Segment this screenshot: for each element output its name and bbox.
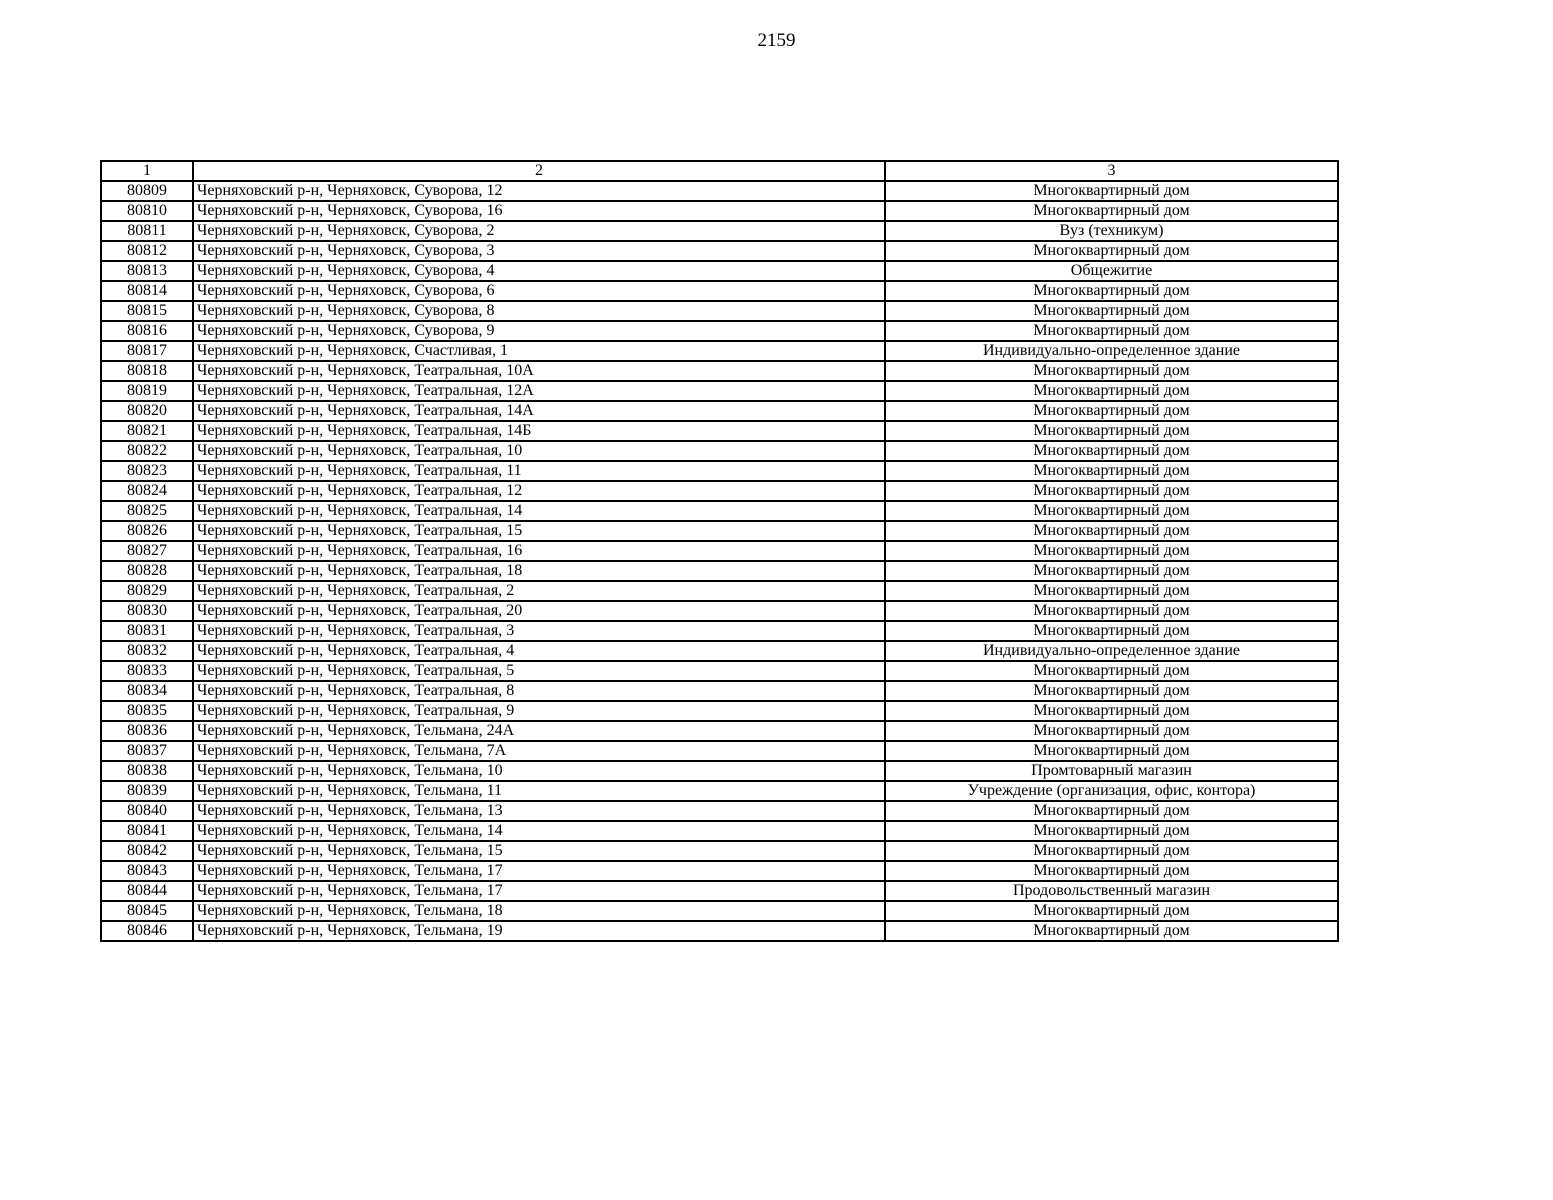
- table-row: [101, 581, 1338, 601]
- cell-address: Черняховский р-н, Черняховск, Суворова, 3: [193, 241, 885, 261]
- cell-address: Черняховский р-н, Черняховск, Театральная, 15: [193, 521, 885, 541]
- cell-id: 80846: [101, 921, 193, 941]
- table-row: [101, 361, 1338, 381]
- table-row: [101, 261, 1338, 281]
- cell-id: 80826: [101, 521, 193, 541]
- cell-building-type: Многоквартирный дом: [885, 441, 1338, 461]
- cell-id: 80837: [101, 741, 193, 761]
- cell-building-type: Индивидуально-определенное здание: [885, 341, 1338, 361]
- table-row: [101, 501, 1338, 521]
- cell-address: Черняховский р-н, Черняховск, Театральная, 14А: [193, 401, 885, 421]
- cell-address: Черняховский р-н, Черняховск, Тельмана, 10: [193, 761, 885, 781]
- table-row: [101, 701, 1338, 721]
- header-row: [101, 161, 1338, 181]
- cell-building-type: Многоквартирный дом: [885, 301, 1338, 321]
- cell-address: Черняховский р-н, Черняховск, Суворова, 4: [193, 261, 885, 281]
- table-row: [101, 761, 1338, 781]
- cell-address: Черняховский р-н, Черняховск, Тельмана, 19: [193, 921, 885, 941]
- cell-address: Черняховский р-н, Черняховск, Тельмана, 17: [193, 881, 885, 901]
- cell-building-type: Многоквартирный дом: [885, 321, 1338, 341]
- cell-address: Черняховский р-н, Черняховск, Тельмана, 24А: [193, 721, 885, 741]
- cell-address: Черняховский р-н, Черняховск, Суворова, 2: [193, 221, 885, 241]
- cell-building-type: Многоквартирный дом: [885, 901, 1338, 921]
- cell-address: Черняховский р-н, Черняховск, Театральная, 12А: [193, 381, 885, 401]
- cell-id: 80831: [101, 621, 193, 641]
- cell-address: Черняховский р-н, Черняховск, Театральная, 8: [193, 681, 885, 701]
- cell-id: 80824: [101, 481, 193, 501]
- cell-id: 80821: [101, 421, 193, 441]
- cell-building-type: Многоквартирный дом: [885, 581, 1338, 601]
- cell-building-type: Многоквартирный дом: [885, 701, 1338, 721]
- cell-building-type: Многоквартирный дом: [885, 201, 1338, 221]
- cell-address: Черняховский р-н, Черняховск, Театральная, 14: [193, 501, 885, 521]
- table-row: [101, 321, 1338, 341]
- table-row: [101, 461, 1338, 481]
- cell-address: Черняховский р-н, Черняховск, Тельмана, 13: [193, 801, 885, 821]
- cell-id: 80839: [101, 781, 193, 801]
- cell-building-type: Многоквартирный дом: [885, 361, 1338, 381]
- table-row: [101, 881, 1338, 901]
- table-row: [101, 781, 1338, 801]
- cell-building-type: Многоквартирный дом: [885, 601, 1338, 621]
- cell-building-type: Многоквартирный дом: [885, 421, 1338, 441]
- cell-address: Черняховский р-н, Черняховск, Театральная, 5: [193, 661, 885, 681]
- cell-address: Черняховский р-н, Черняховск, Тельмана, 11: [193, 781, 885, 801]
- table-row: [101, 521, 1338, 541]
- cell-id: 80830: [101, 601, 193, 621]
- table-row: [101, 201, 1338, 221]
- cell-building-type: Многоквартирный дом: [885, 721, 1338, 741]
- cell-id: 80827: [101, 541, 193, 561]
- table-row: [101, 741, 1338, 761]
- cell-building-type: Индивидуально-определенное здание: [885, 641, 1338, 661]
- cell-address: Черняховский р-н, Черняховск, Тельмана, 15: [193, 841, 885, 861]
- cell-address: Черняховский р-н, Черняховск, Суворова, 8: [193, 301, 885, 321]
- cell-building-type: Многоквартирный дом: [885, 481, 1338, 501]
- cell-id: 80823: [101, 461, 193, 481]
- table-row: [101, 661, 1338, 681]
- cell-address: Черняховский р-н, Черняховск, Театральная, 14Б: [193, 421, 885, 441]
- table-row: [101, 861, 1338, 881]
- cell-address: Черняховский р-н, Черняховск, Театральная, 9: [193, 701, 885, 721]
- cell-id: 80835: [101, 701, 193, 721]
- cell-building-type: Многоквартирный дом: [885, 841, 1338, 861]
- cell-id: 80838: [101, 761, 193, 781]
- cell-building-type: Многоквартирный дом: [885, 281, 1338, 301]
- table-row: [101, 641, 1338, 661]
- page-number: 2159: [757, 30, 796, 51]
- cell-building-type: Многоквартирный дом: [885, 661, 1338, 681]
- cell-id: 80842: [101, 841, 193, 861]
- cell-building-type: Многоквартирный дом: [885, 621, 1338, 641]
- table-row: [101, 381, 1338, 401]
- table-row: [101, 721, 1338, 741]
- cell-id: 80825: [101, 501, 193, 521]
- cell-address: Черняховский р-н, Черняховск, Театральная, 16: [193, 541, 885, 561]
- cell-id: 80818: [101, 361, 193, 381]
- table-row: [101, 241, 1338, 261]
- cell-building-type: Многоквартирный дом: [885, 181, 1338, 201]
- cell-id: 80812: [101, 241, 193, 261]
- cell-building-type: Многоквартирный дом: [885, 821, 1338, 841]
- table-row: [101, 921, 1338, 941]
- header-col-2: 2: [193, 161, 885, 181]
- table-row: [101, 601, 1338, 621]
- cell-id: 80813: [101, 261, 193, 281]
- cell-building-type: Многоквартирный дом: [885, 381, 1338, 401]
- cell-address: Черняховский р-н, Черняховск, Театральная, 4: [193, 641, 885, 661]
- cell-id: 80828: [101, 561, 193, 581]
- cell-address: Черняховский р-н, Черняховск, Счастливая, 1: [193, 341, 885, 361]
- table-row: [101, 541, 1338, 561]
- cell-id: 80844: [101, 881, 193, 901]
- cell-id: 80840: [101, 801, 193, 821]
- cell-address: Черняховский р-н, Черняховск, Суворова, 9: [193, 321, 885, 341]
- cell-id: 80822: [101, 441, 193, 461]
- cell-address: Черняховский р-н, Черняховск, Театральная, 12: [193, 481, 885, 501]
- cell-building-type: Многоквартирный дом: [885, 541, 1338, 561]
- table-row: [101, 301, 1338, 321]
- cell-address: Черняховский р-н, Черняховск, Театральная, 10: [193, 441, 885, 461]
- cell-address: Черняховский р-н, Черняховск, Тельмана, 7А: [193, 741, 885, 761]
- cell-building-type: Продовольственный магазин: [885, 881, 1338, 901]
- cell-address: Черняховский р-н, Черняховск, Театральная, 20: [193, 601, 885, 621]
- cell-building-type: Многоквартирный дом: [885, 561, 1338, 581]
- table-row: [101, 281, 1338, 301]
- table-row: [101, 441, 1338, 461]
- cell-building-type: Многоквартирный дом: [885, 241, 1338, 261]
- cell-address: Черняховский р-н, Черняховск, Суворова, 16: [193, 201, 885, 221]
- table-row: [101, 221, 1338, 241]
- cell-address: Черняховский р-н, Черняховск, Театральная, 11: [193, 461, 885, 481]
- cell-building-type: Многоквартирный дом: [885, 861, 1338, 881]
- cell-building-type: Учреждение (организация, офис, контора): [885, 781, 1338, 801]
- table-header: [101, 161, 1338, 181]
- cell-id: 80832: [101, 641, 193, 661]
- cell-address: Черняховский р-н, Черняховск, Суворова, 12: [193, 181, 885, 201]
- cell-id: 80845: [101, 901, 193, 921]
- cell-id: 80811: [101, 221, 193, 241]
- cell-id: 80819: [101, 381, 193, 401]
- table-row: [101, 841, 1338, 861]
- cell-id: 80820: [101, 401, 193, 421]
- cell-address: Черняховский р-н, Черняховск, Театральная, 2: [193, 581, 885, 601]
- header-col-3: 3: [885, 161, 1338, 181]
- cell-building-type: Вуз (техникум): [885, 221, 1338, 241]
- cell-building-type: Многоквартирный дом: [885, 521, 1338, 541]
- cell-address: Черняховский р-н, Черняховск, Тельмана, 14: [193, 821, 885, 841]
- table-row: [101, 901, 1338, 921]
- table-row: [101, 181, 1338, 201]
- table-row: [101, 681, 1338, 701]
- table-row: [101, 801, 1338, 821]
- cell-id: 80817: [101, 341, 193, 361]
- cell-id: 80841: [101, 821, 193, 841]
- cell-building-type: Промтоварный магазин: [885, 761, 1338, 781]
- header-col-1: 1: [101, 161, 193, 181]
- cell-building-type: Общежитие: [885, 261, 1338, 281]
- cell-id: 80829: [101, 581, 193, 601]
- table-row: [101, 821, 1338, 841]
- table-body: [101, 181, 1338, 941]
- cell-id: 80836: [101, 721, 193, 741]
- cell-id: 80834: [101, 681, 193, 701]
- cell-building-type: Многоквартирный дом: [885, 401, 1338, 421]
- cell-building-type: Многоквартирный дом: [885, 501, 1338, 521]
- cell-id: 80816: [101, 321, 193, 341]
- table-row: [101, 481, 1338, 501]
- table-row: [101, 341, 1338, 361]
- cell-address: Черняховский р-н, Черняховск, Театральная, 18: [193, 561, 885, 581]
- cell-id: 80814: [101, 281, 193, 301]
- cell-address: Черняховский р-н, Черняховск, Театральная, 3: [193, 621, 885, 641]
- cell-building-type: Многоквартирный дом: [885, 921, 1338, 941]
- cell-building-type: Многоквартирный дом: [885, 801, 1338, 821]
- cell-id: 80833: [101, 661, 193, 681]
- cell-id: 80815: [101, 301, 193, 321]
- cell-address: Черняховский р-н, Черняховск, Театральная, 10А: [193, 361, 885, 381]
- cell-id: 80809: [101, 181, 193, 201]
- cell-address: Черняховский р-н, Черняховск, Тельмана, 17: [193, 861, 885, 881]
- table-row: [101, 621, 1338, 641]
- cell-building-type: Многоквартирный дом: [885, 681, 1338, 701]
- registry-table: [100, 160, 1339, 942]
- cell-id: 80810: [101, 201, 193, 221]
- table-row: [101, 401, 1338, 421]
- cell-building-type: Многоквартирный дом: [885, 741, 1338, 761]
- cell-address: Черняховский р-н, Черняховск, Тельмана, 18: [193, 901, 885, 921]
- table-row: [101, 561, 1338, 581]
- cell-building-type: Многоквартирный дом: [885, 461, 1338, 481]
- table-row: [101, 421, 1338, 441]
- cell-address: Черняховский р-н, Черняховск, Суворова, 6: [193, 281, 885, 301]
- cell-id: 80843: [101, 861, 193, 881]
